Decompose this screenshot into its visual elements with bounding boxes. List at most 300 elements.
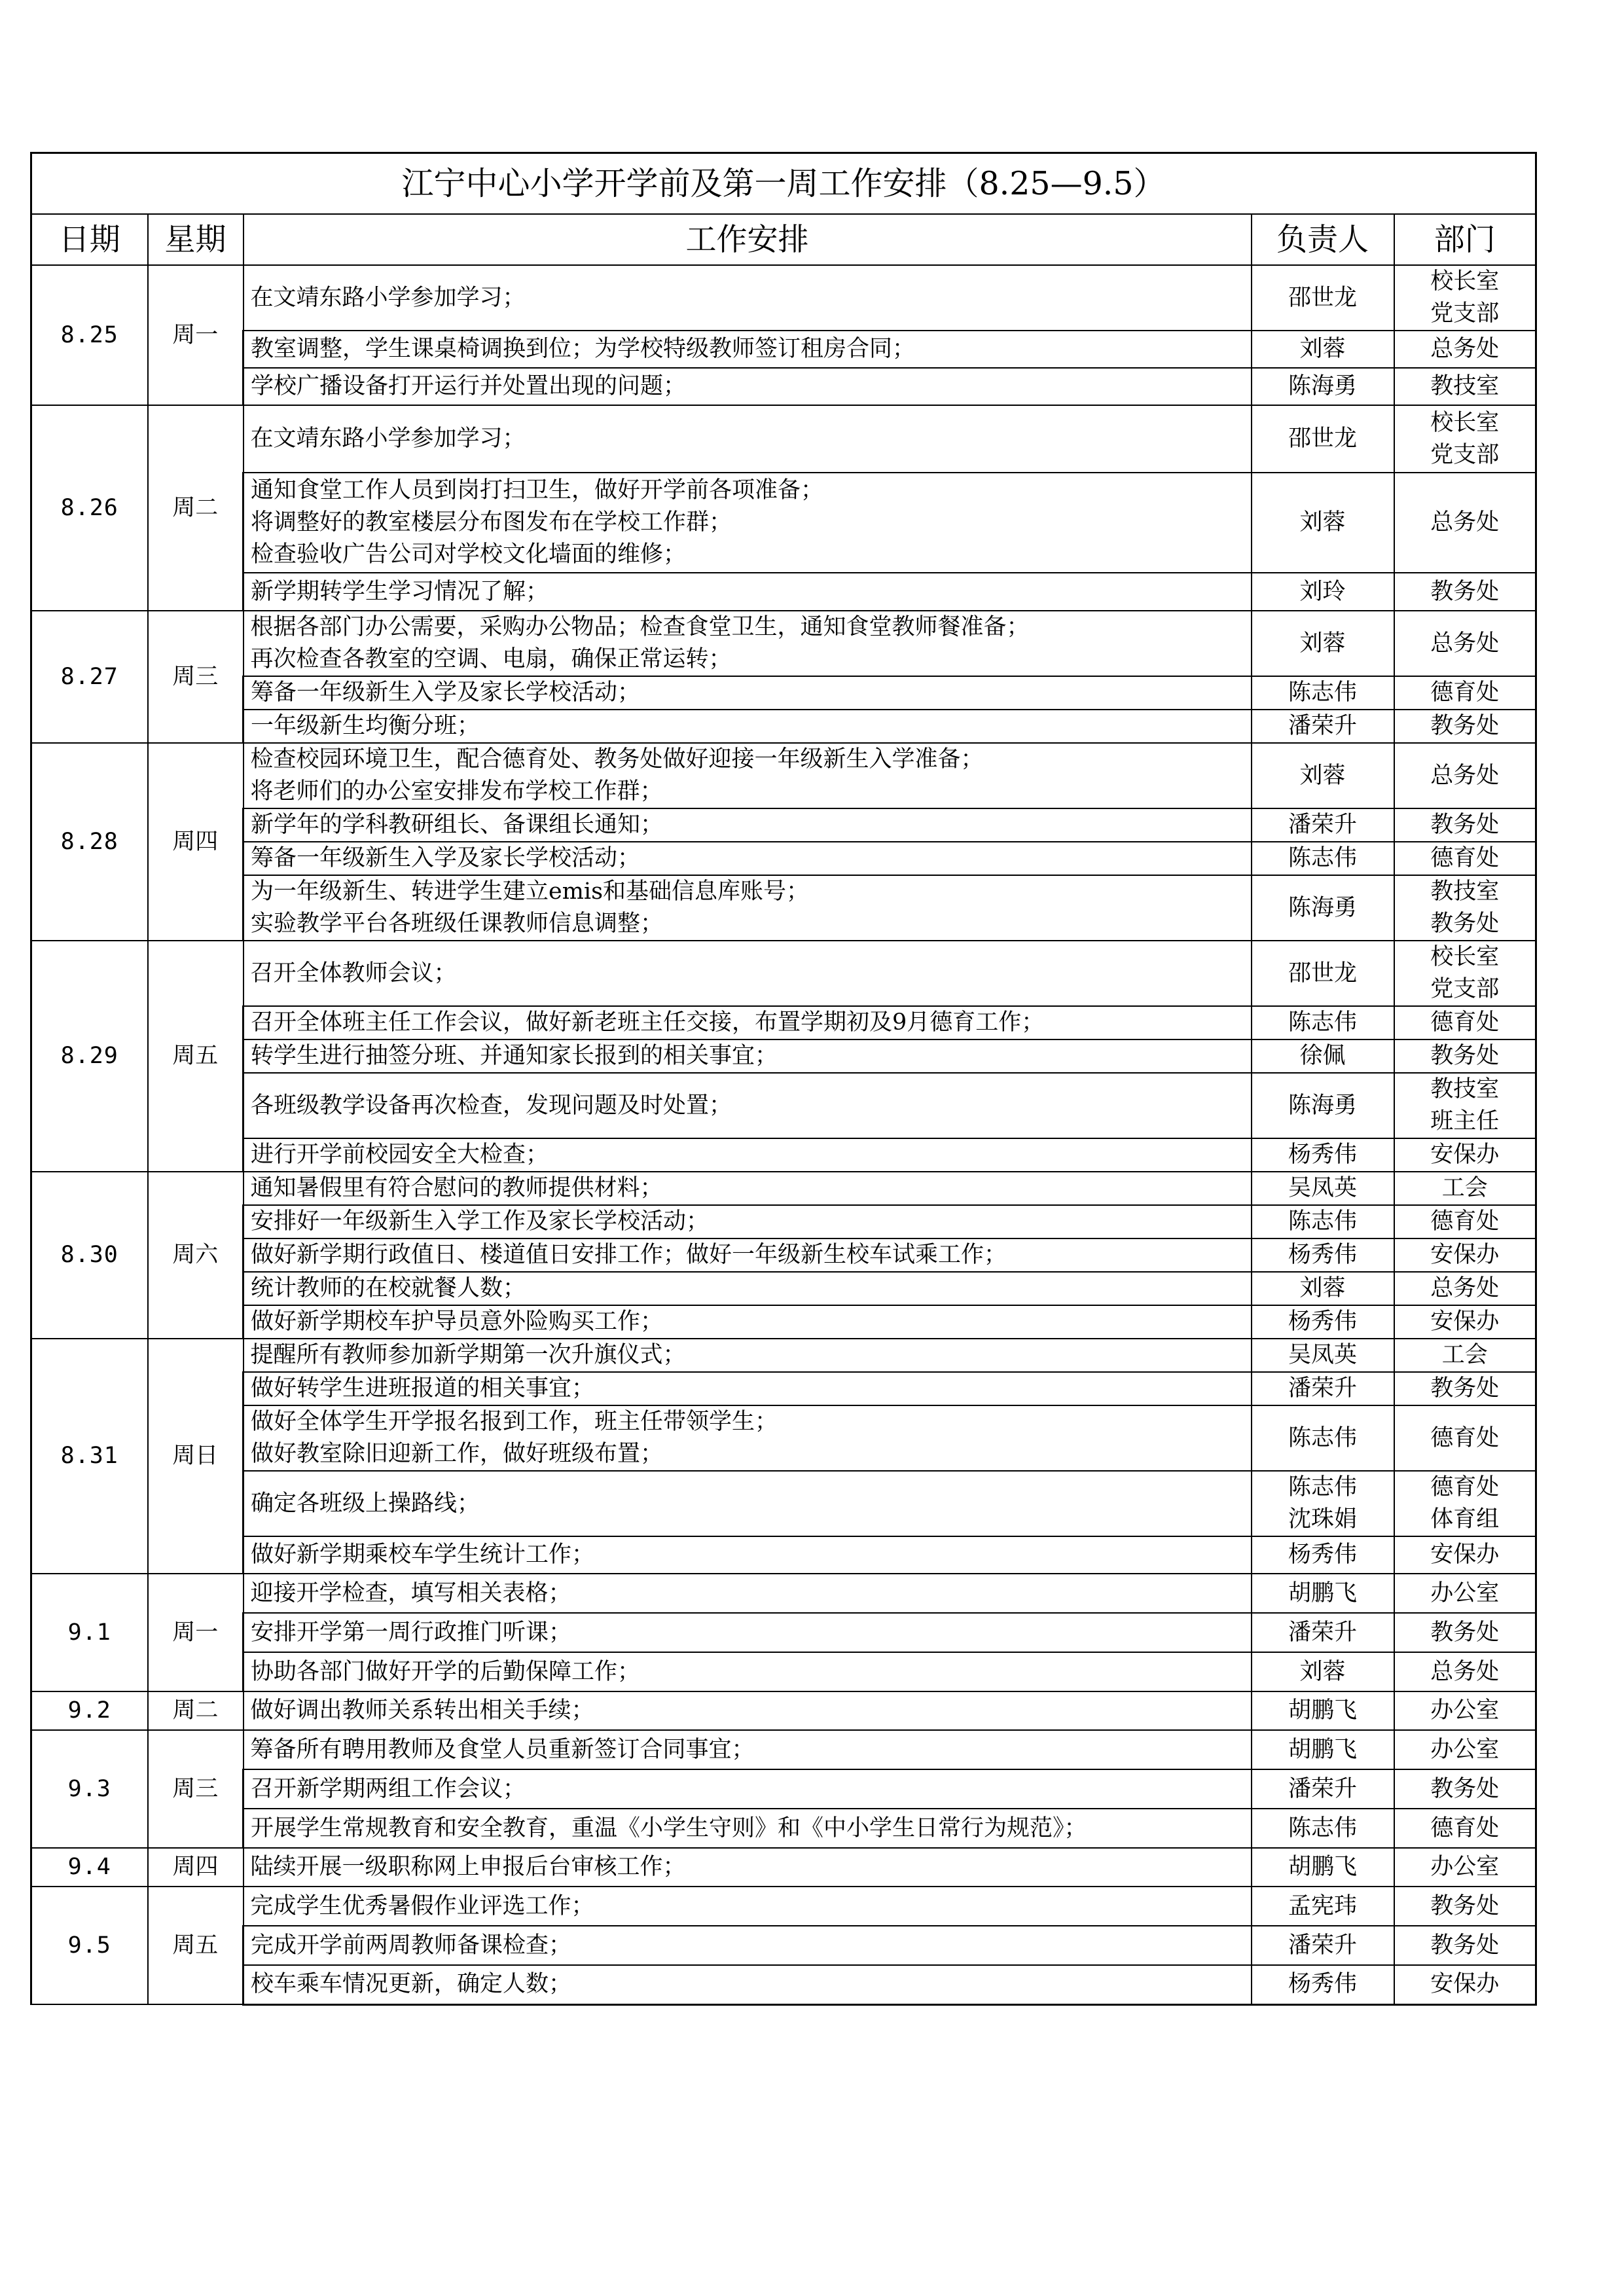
dept-cell [1394, 808, 1536, 842]
task-cell [244, 573, 1252, 611]
owner-name: 陈海勇 [1288, 373, 1357, 399]
owner-name: 潘荣升 [1288, 1375, 1357, 1401]
dept-name: 办公室 [1430, 1580, 1500, 1606]
dept-cell [1394, 331, 1536, 368]
task-cell [244, 1205, 1252, 1238]
task-line: 召开全体教师会议； [250, 960, 457, 986]
table-row [31, 1965, 1536, 2004]
owner-cell [1252, 743, 1394, 808]
header-row [31, 214, 1536, 265]
task-line: 筹备一年级新生入学及家长学校活动； [251, 679, 641, 706]
table-row [31, 1730, 1536, 1769]
table-row [31, 1471, 1536, 1536]
owner-name: 胡鹏飞 [1288, 1736, 1357, 1763]
task-cell [244, 1339, 1252, 1372]
dept-cell [1394, 1006, 1536, 1039]
header-date: 日期 [31, 214, 148, 265]
owner-name: 吴凤英 [1288, 1175, 1357, 1201]
owner-name: 杨秀伟 [1288, 1971, 1357, 1998]
task-line: 提醒所有教师参加新学期第一次升旗仪式； [250, 1342, 686, 1368]
weekday-cell: 周四 [148, 743, 244, 941]
table-row [31, 1272, 1536, 1305]
work-schedule-table [30, 152, 1537, 2006]
dept-name: 工会 [1441, 1342, 1488, 1368]
task-cell [244, 611, 1252, 676]
date-cell: 9.4 [31, 1848, 148, 1887]
dept-cell [1394, 1965, 1536, 2004]
owner-name: 邵世龙 [1288, 425, 1357, 452]
owner-cell [1252, 331, 1394, 368]
dept-name: 总务处 [1430, 509, 1500, 535]
owner-name: 潘荣升 [1288, 812, 1357, 838]
owner-cell [1252, 1138, 1394, 1172]
table-row [31, 1809, 1536, 1848]
dept-name: 教务处 [1430, 911, 1500, 937]
dept-name: 总务处 [1430, 1658, 1500, 1685]
task-line: 通知暑假里有符合慰问的教师提供材料； [250, 1175, 663, 1201]
task-cell [244, 1272, 1252, 1305]
owner-cell [1252, 1887, 1394, 1926]
task-cell [244, 1769, 1252, 1809]
weekday-cell: 周六 [148, 1172, 244, 1339]
task-line: 将调整好的教室楼层分布图发布在学校工作群； [251, 509, 732, 535]
task-cell [244, 405, 1252, 473]
dept-name: 教务处 [1430, 1619, 1500, 1646]
table-row [31, 1613, 1536, 1652]
task-cell [244, 1691, 1252, 1730]
owner-name: 邵世龙 [1288, 960, 1357, 986]
table-row [31, 611, 1536, 676]
task-cell [244, 1039, 1252, 1073]
dept-cell [1394, 1613, 1536, 1652]
task-line: 安排开学第一周行政推门听课； [251, 1619, 572, 1646]
weekday-cell: 周五 [148, 1887, 244, 2004]
dept-name: 教务处 [1430, 1932, 1500, 1959]
dept-cell [1394, 368, 1536, 405]
task-cell [244, 368, 1252, 405]
owner-name: 潘荣升 [1288, 1775, 1357, 1802]
dept-name: 总务处 [1430, 1275, 1500, 1301]
dept-name: 德育处 [1430, 679, 1500, 706]
dept-cell [1394, 573, 1536, 611]
dept-name: 总务处 [1430, 762, 1500, 789]
owner-cell [1252, 1691, 1394, 1730]
task-cell [244, 1730, 1252, 1769]
dept-name: 德育处 [1430, 1424, 1500, 1451]
dept-cell [1394, 1848, 1536, 1887]
dept-cell [1394, 676, 1536, 710]
task-line: 召开新学期两组工作会议； [251, 1775, 526, 1802]
owner-cell [1252, 573, 1394, 611]
dept-cell [1394, 1073, 1536, 1138]
owner-name: 杨秀伟 [1288, 1242, 1357, 1268]
dept-name: 总务处 [1430, 336, 1500, 362]
owner-cell [1252, 941, 1394, 1006]
dept-cell [1394, 1305, 1536, 1339]
task-line: 统计教师的在校就餐人数； [251, 1275, 526, 1301]
owner-name: 刘蓉 [1299, 1658, 1346, 1685]
table-row [31, 1238, 1536, 1272]
table-row [31, 573, 1536, 611]
weekday-cell: 周二 [148, 405, 244, 611]
owner-name: 陈志伟 [1288, 1424, 1357, 1451]
task-cell [244, 808, 1252, 842]
owner-name: 陈志伟 [1288, 845, 1357, 871]
dept-name: 教务处 [1430, 578, 1500, 605]
table-row [31, 1339, 1536, 1372]
owner-cell [1252, 1471, 1394, 1536]
table-row [31, 1652, 1536, 1691]
task-cell [244, 743, 1252, 808]
task-cell [244, 1848, 1252, 1887]
dept-name: 工会 [1441, 1175, 1488, 1201]
dept-cell [1394, 1536, 1536, 1574]
table-row [31, 1769, 1536, 1809]
dept-name: 总务处 [1430, 630, 1500, 657]
dept-name: 办公室 [1430, 1854, 1500, 1880]
table-row [31, 473, 1536, 573]
owner-name: 胡鹏飞 [1288, 1854, 1357, 1880]
date-cell: 9.5 [31, 1887, 148, 2004]
owner-name: 潘荣升 [1288, 1619, 1357, 1646]
owner-name: 沈珠娟 [1288, 1506, 1357, 1532]
task-cell [244, 842, 1252, 875]
task-line: 一年级新生均衡分班； [251, 713, 480, 739]
owner-name: 杨秀伟 [1288, 1142, 1357, 1168]
owner-cell [1252, 842, 1394, 875]
table-row [31, 941, 1536, 1006]
task-line: 确定各班级上操路线； [251, 1490, 480, 1517]
task-line: 学校广播设备打开运行并处置出现的问题； [251, 373, 687, 399]
task-line: 做好教室除旧迎新工作，做好班级布置； [251, 1441, 664, 1467]
dept-cell [1394, 1471, 1536, 1536]
dept-cell [1394, 1574, 1536, 1613]
owner-cell [1252, 405, 1394, 473]
dept-cell [1394, 1039, 1536, 1073]
dept-cell [1394, 1405, 1536, 1471]
task-line: 根据各部门办公需要，采购办公物品；检查食堂卫生，通知食堂教师餐准备； [250, 614, 1030, 640]
dept-name: 党支部 [1430, 976, 1500, 1002]
task-cell [244, 941, 1252, 1006]
date-cell: 8.28 [31, 743, 148, 941]
owner-name: 孟宪玮 [1288, 1892, 1357, 1919]
owner-cell [1252, 1372, 1394, 1405]
owner-name: 杨秀伟 [1288, 1542, 1357, 1568]
header-weekday: 星期 [148, 214, 244, 265]
dept-name: 安保办 [1430, 1971, 1500, 1998]
table-row [31, 710, 1536, 743]
task-line: 各班级教学设备再次检查，发现问题及时处置； [251, 1092, 732, 1119]
owner-cell [1252, 1039, 1394, 1073]
owner-cell [1252, 473, 1394, 573]
dept-cell [1394, 1272, 1536, 1305]
header-owner: 负责人 [1252, 214, 1394, 265]
owner-cell [1252, 265, 1394, 331]
weekday-cell: 周日 [148, 1339, 244, 1574]
table-row [31, 1073, 1536, 1138]
task-line: 做好全体学生开学报名报到工作，班主任带领学生； [251, 1409, 778, 1435]
task-cell [244, 1652, 1252, 1691]
owner-name: 陈志伟 [1288, 679, 1357, 706]
owner-name: 潘荣升 [1288, 713, 1357, 739]
task-cell [244, 1471, 1252, 1536]
owner-name: 胡鹏飞 [1288, 1697, 1357, 1724]
dept-cell [1394, 1205, 1536, 1238]
dept-cell [1394, 1809, 1536, 1848]
task-line: 做好新学期行政值日、楼道值日安排工作；做好一年级新生校车试乘工作； [251, 1242, 1007, 1268]
owner-name: 陈志伟 [1288, 1474, 1357, 1500]
dept-name: 教技室 [1430, 878, 1500, 905]
task-cell [244, 1073, 1252, 1138]
dept-name: 党支部 [1430, 300, 1500, 327]
table-row [31, 1205, 1536, 1238]
date-cell: 8.25 [31, 265, 148, 405]
task-line: 迎接开学检查，填写相关表格； [250, 1580, 571, 1606]
owner-cell [1252, 1073, 1394, 1138]
owner-cell [1252, 1926, 1394, 1965]
owner-cell [1252, 1172, 1394, 1205]
dept-name: 德育处 [1430, 1009, 1500, 1036]
owner-name: 潘荣升 [1288, 1932, 1357, 1959]
table-row [31, 1405, 1536, 1471]
dept-cell [1394, 743, 1536, 808]
dept-name: 教务处 [1430, 1775, 1500, 1802]
task-line: 再次检查各教室的空调、电扇，确保正常运转； [250, 646, 732, 672]
dept-name: 教务处 [1430, 1043, 1500, 1069]
table-row [31, 1691, 1536, 1730]
dept-cell [1394, 1138, 1536, 1172]
table-row [31, 265, 1536, 331]
owner-name: 刘玲 [1299, 578, 1346, 605]
dept-cell [1394, 875, 1536, 941]
owner-name: 陈志伟 [1288, 1009, 1357, 1036]
owner-name: 陈海勇 [1288, 1092, 1357, 1119]
owner-cell [1252, 1305, 1394, 1339]
task-cell [244, 1238, 1252, 1272]
dept-name: 体育组 [1430, 1506, 1500, 1532]
dept-cell [1394, 1238, 1536, 1272]
owner-name: 陈志伟 [1288, 1815, 1357, 1841]
task-cell [244, 1138, 1252, 1172]
task-line: 做好调出教师关系转出相关手续； [250, 1697, 594, 1724]
owner-cell [1252, 1574, 1394, 1613]
dept-name: 德育处 [1430, 1474, 1500, 1500]
dept-cell [1394, 473, 1536, 573]
header-task: 工作安排 [244, 214, 1252, 265]
task-line: 完成学生优秀暑假作业评选工作； [250, 1892, 594, 1919]
dept-name: 校长室 [1430, 409, 1500, 436]
table-row [31, 1372, 1536, 1405]
task-cell [244, 265, 1252, 331]
dept-cell [1394, 941, 1536, 1006]
dept-name: 教务处 [1430, 1892, 1500, 1919]
dept-cell [1394, 1769, 1536, 1809]
table-row [31, 676, 1536, 710]
task-line: 做好新学期乘校车学生统计工作； [251, 1542, 595, 1568]
table-row [31, 1536, 1536, 1574]
owner-name: 刘蓉 [1299, 336, 1346, 362]
owner-cell [1252, 611, 1394, 676]
owner-cell [1252, 676, 1394, 710]
owner-name: 胡鹏飞 [1288, 1580, 1357, 1606]
dept-cell [1394, 710, 1536, 743]
dept-cell [1394, 842, 1536, 875]
task-cell [244, 1006, 1252, 1039]
owner-cell [1252, 875, 1394, 941]
task-cell [244, 1405, 1252, 1471]
dept-name: 办公室 [1430, 1736, 1500, 1763]
owner-cell [1252, 1272, 1394, 1305]
table-row [31, 842, 1536, 875]
owner-name: 刘蓉 [1299, 509, 1346, 535]
task-line: 做好新学期校车护导员意外险购买工作； [251, 1309, 664, 1335]
task-line: 筹备所有聘用教师及食堂人员重新签订合同事宜； [250, 1736, 755, 1763]
dept-cell [1394, 265, 1536, 331]
dept-name: 校长室 [1430, 268, 1500, 295]
dept-name: 德育处 [1430, 845, 1500, 871]
task-cell [244, 1613, 1252, 1652]
table-row [31, 368, 1536, 405]
task-cell [244, 473, 1252, 573]
owner-name: 邵世龙 [1288, 284, 1357, 311]
weekday-cell: 周二 [148, 1691, 244, 1730]
table-row [31, 1305, 1536, 1339]
owner-name: 刘蓉 [1299, 1275, 1346, 1301]
task-line: 为一年级新生、转进学生建立emis和基础信息库账号； [251, 878, 810, 905]
owner-cell [1252, 1238, 1394, 1272]
table-row [31, 1848, 1536, 1887]
dept-name: 校长室 [1430, 944, 1500, 970]
task-line: 召开全体班主任工作会议，做好新老班主任交接，布置学期初及9月德育工作； [251, 1009, 1045, 1036]
table-row [31, 1172, 1536, 1205]
date-cell: 8.29 [31, 941, 148, 1172]
task-line: 校车乘车情况更新，确定人数； [251, 1971, 572, 1998]
dept-cell [1394, 405, 1536, 473]
dept-name: 教务处 [1430, 812, 1500, 838]
page-title: 江宁中心小学开学前及第一周工作安排（8.25—9.5） [31, 153, 1536, 215]
dept-cell [1394, 611, 1536, 676]
dept-name: 党支部 [1430, 441, 1500, 468]
owner-name: 吴凤英 [1288, 1342, 1357, 1368]
task-line: 做好转学生进班报道的相关事宜； [251, 1375, 595, 1401]
owner-cell [1252, 1730, 1394, 1769]
dept-cell [1394, 1652, 1536, 1691]
owner-cell [1252, 368, 1394, 405]
owner-name: 陈志伟 [1288, 1208, 1357, 1235]
table-row [31, 808, 1536, 842]
owner-cell [1252, 1652, 1394, 1691]
table-row [31, 875, 1536, 941]
owner-cell [1252, 1205, 1394, 1238]
owner-cell [1252, 1536, 1394, 1574]
task-line: 陆续开展一级职称网上申报后台审核工作； [250, 1854, 686, 1880]
task-cell [244, 331, 1252, 368]
task-line: 协助各部门做好开学的后勤保障工作； [251, 1658, 641, 1685]
dept-cell [1394, 1926, 1536, 1965]
dept-name: 办公室 [1430, 1697, 1500, 1724]
task-line: 筹备一年级新生入学及家长学校活动； [251, 845, 641, 871]
weekday-cell: 周一 [148, 1574, 244, 1691]
owner-cell [1252, 1006, 1394, 1039]
dept-name: 班主任 [1430, 1108, 1500, 1134]
date-cell: 8.31 [31, 1339, 148, 1574]
task-line: 在文靖东路小学参加学习； [250, 425, 526, 452]
dept-name: 安保办 [1430, 1242, 1500, 1268]
weekday-cell: 周四 [148, 1848, 244, 1887]
task-line: 新学期转学生学习情况了解； [251, 578, 549, 605]
owner-cell [1252, 1809, 1394, 1848]
dept-name: 教技室 [1430, 1076, 1500, 1102]
owner-cell [1252, 710, 1394, 743]
table-row [31, 1887, 1536, 1926]
owner-cell [1252, 1769, 1394, 1809]
dept-cell [1394, 1887, 1536, 1926]
owner-name: 刘蓉 [1299, 630, 1346, 657]
task-line: 通知食堂工作人员到岗打扫卫生，做好开学前各项准备； [251, 477, 824, 503]
owner-cell [1252, 1613, 1394, 1652]
owner-cell [1252, 1339, 1394, 1372]
title-row [31, 153, 1536, 215]
dept-name: 教务处 [1430, 713, 1500, 739]
date-cell: 9.1 [31, 1574, 148, 1691]
table-row [31, 1926, 1536, 1965]
task-cell [244, 1926, 1252, 1965]
header-dept: 部门 [1394, 214, 1536, 265]
date-cell: 8.30 [31, 1172, 148, 1339]
weekday-cell: 周一 [148, 265, 244, 405]
weekday-cell: 周三 [148, 1730, 244, 1848]
task-cell [244, 1965, 1252, 2004]
task-cell [244, 1372, 1252, 1405]
task-cell [244, 1536, 1252, 1574]
table-row [31, 405, 1536, 473]
task-cell [244, 1172, 1252, 1205]
owner-cell [1252, 1405, 1394, 1471]
date-cell: 8.27 [31, 611, 148, 743]
task-line: 新学年的学科教研组长、备课组长通知； [251, 812, 664, 838]
task-cell [244, 875, 1252, 941]
dept-cell [1394, 1339, 1536, 1372]
task-line: 进行开学前校园安全大检查； [251, 1142, 549, 1168]
owner-name: 徐佩 [1299, 1043, 1346, 1069]
owner-cell [1252, 808, 1394, 842]
dept-cell [1394, 1172, 1536, 1205]
dept-cell [1394, 1372, 1536, 1405]
dept-cell [1394, 1730, 1536, 1769]
task-cell [244, 1887, 1252, 1926]
task-line: 教室调整，学生课桌椅调换到位；为学校特级教师签订租房合同； [251, 336, 916, 362]
table-row [31, 1574, 1536, 1613]
task-line: 将老师们的办公室安排发布学校工作群； [250, 778, 663, 804]
date-cell: 9.2 [31, 1691, 148, 1730]
dept-name: 安保办 [1430, 1142, 1500, 1168]
owner-name: 陈海勇 [1288, 894, 1357, 921]
task-line: 实验教学平台各班级任课教师信息调整； [251, 911, 664, 937]
task-cell [244, 710, 1252, 743]
schedule-body [31, 265, 1536, 2004]
task-cell [244, 1305, 1252, 1339]
task-line: 完成开学前两周教师备课检查； [251, 1932, 572, 1959]
dept-name: 德育处 [1430, 1815, 1500, 1841]
dept-name: 德育处 [1430, 1208, 1500, 1235]
task-cell [244, 1574, 1252, 1613]
task-line: 检查校园环境卫生，配合德育处、教务处做好迎接一年级新生入学准备； [250, 746, 984, 772]
owner-name: 杨秀伟 [1288, 1309, 1357, 1335]
table-row [31, 331, 1536, 368]
owner-cell [1252, 1965, 1394, 2004]
task-line: 在文靖东路小学参加学习； [250, 284, 526, 311]
table-row [31, 1039, 1536, 1073]
